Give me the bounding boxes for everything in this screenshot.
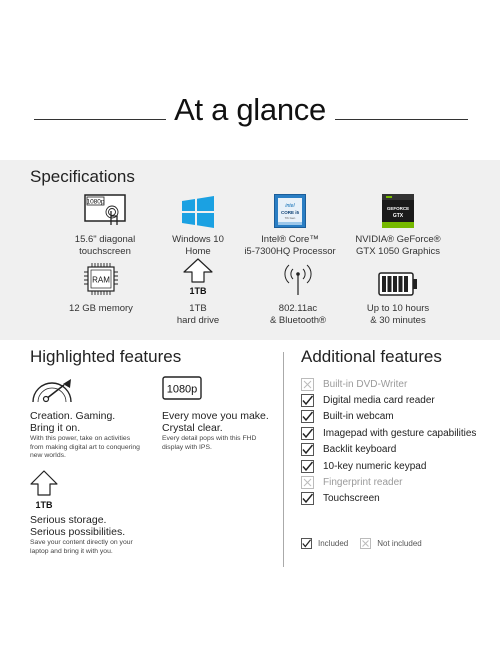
highlight-1-heading-line1: Creation. Gaming. (30, 410, 116, 422)
spec-os-line1: Windows 10 (172, 234, 224, 245)
nvidia-geforce-badge-icon (338, 192, 458, 228)
highlight-1-desc-line2: from making digital art to conquering (30, 443, 140, 451)
svg-text:CORE i5: CORE i5 (280, 210, 300, 215)
check-box-icon (301, 394, 314, 407)
check-box-icon (301, 443, 314, 456)
check-box-icon (301, 410, 314, 423)
check-box-icon (301, 538, 312, 549)
legend-included-label: Included (318, 539, 349, 548)
highlighted-features-title: Highlighted features (30, 347, 182, 366)
feature-label: Touchscreen (323, 493, 380, 505)
spec-wireless-line2: & Bluetooth® (269, 315, 327, 326)
svg-text:1080p: 1080p (166, 383, 198, 396)
x-box-icon (301, 476, 314, 489)
x-box-icon (301, 378, 314, 391)
spec-graphics-line1: NVIDIA® GeForce® (355, 234, 441, 245)
spec-graphics-line2: GTX 1050 Graphics (356, 246, 440, 257)
spec-memory-line1: 12 GB memory (69, 303, 133, 314)
section-divider (283, 352, 284, 567)
feature-row (301, 425, 491, 441)
highlight-1-desc-line1: With this power, take on activities (30, 435, 131, 442)
feature-label: Fingerprint reader (323, 476, 403, 488)
feature-label: 10-key numeric keypad (323, 460, 427, 472)
legend-not-included-label: Not included (377, 539, 422, 548)
fhd-badge-icon (162, 376, 202, 405)
feature-label: Built-in DVD-Writer (323, 378, 408, 390)
highlight-3-desc-line2: laptop and bring it with you. (30, 547, 113, 555)
svg-text:GEFORCE: GEFORCE (386, 206, 410, 211)
check-box-icon (301, 460, 314, 473)
x-box-icon (360, 538, 371, 549)
spec-battery-line2: & 30 minutes (370, 315, 426, 326)
spec-display-line2: touchscreen (79, 246, 131, 257)
spec-processor-line1: Intel® Core™ (261, 234, 319, 245)
check-box-icon (301, 492, 314, 505)
highlight-1-heading-line2: Bring it on. (30, 422, 81, 434)
spec-wireless-line1: 802.11ac (278, 303, 318, 314)
feature-row (301, 409, 491, 425)
feature-row (301, 376, 491, 392)
spec-storage-line2: hard drive (176, 315, 220, 326)
feature-label: Backlit keyboard (323, 444, 397, 456)
specifications-title: Specifications (30, 167, 135, 186)
highlight-3-desc-line1: Save your content directly on your (30, 539, 133, 546)
feature-row (301, 491, 491, 507)
feature-label: Digital media card reader (323, 394, 435, 406)
highlight-3-heading-line2: Serious possibilities. (30, 526, 126, 538)
feature-row (301, 458, 491, 474)
feature-label: Imagepad with gesture capabilities (323, 427, 477, 439)
header (0, 0, 500, 160)
additional-features-title: Additional features (301, 347, 442, 366)
feature-row (301, 392, 491, 408)
check-box-icon (301, 427, 314, 440)
intel-core-badge-icon (230, 192, 350, 228)
svg-text:1080p: 1080p (86, 198, 105, 206)
highlight-2-heading-line1: Every move you make. (162, 410, 269, 422)
spec-storage-line1: 1TB (189, 303, 207, 314)
highlight-2-desc-line2: display with IPS. (162, 443, 212, 451)
svg-text:1TB: 1TB (189, 286, 207, 296)
features-legend (301, 538, 434, 549)
feature-row (301, 442, 491, 458)
highlight-1-desc-line3: new worlds. (30, 452, 66, 459)
spec-os-line2: Home (185, 246, 211, 257)
speedometer-icon (30, 375, 74, 410)
feature-row (301, 474, 491, 490)
svg-text:7th Gen: 7th Gen (284, 216, 296, 220)
svg-text:1TB: 1TB (35, 500, 53, 510)
svg-text:RAM: RAM (92, 275, 110, 285)
storage-arrow-icon (30, 470, 58, 515)
spec-display-line1: 15.6" diagonal (74, 234, 136, 245)
highlight-3-heading-line1: Serious storage. (30, 514, 107, 526)
svg-text:intel: intel (285, 203, 295, 209)
svg-text:GTX: GTX (392, 213, 404, 219)
highlight-2-desc-line1: Every detail pops with this FHD (162, 435, 257, 442)
spec-processor-line2: i5-7300HQ Processor (244, 246, 336, 257)
page-title: At a glance (174, 92, 326, 127)
specifications-section (0, 160, 500, 340)
title-rule-right (335, 119, 468, 120)
highlight-2-heading-line2: Crystal clear. (162, 422, 223, 434)
spec-battery-line1: Up to 10 hours (366, 303, 430, 314)
feature-label: Built-in webcam (323, 411, 394, 423)
battery-icon (338, 260, 458, 296)
